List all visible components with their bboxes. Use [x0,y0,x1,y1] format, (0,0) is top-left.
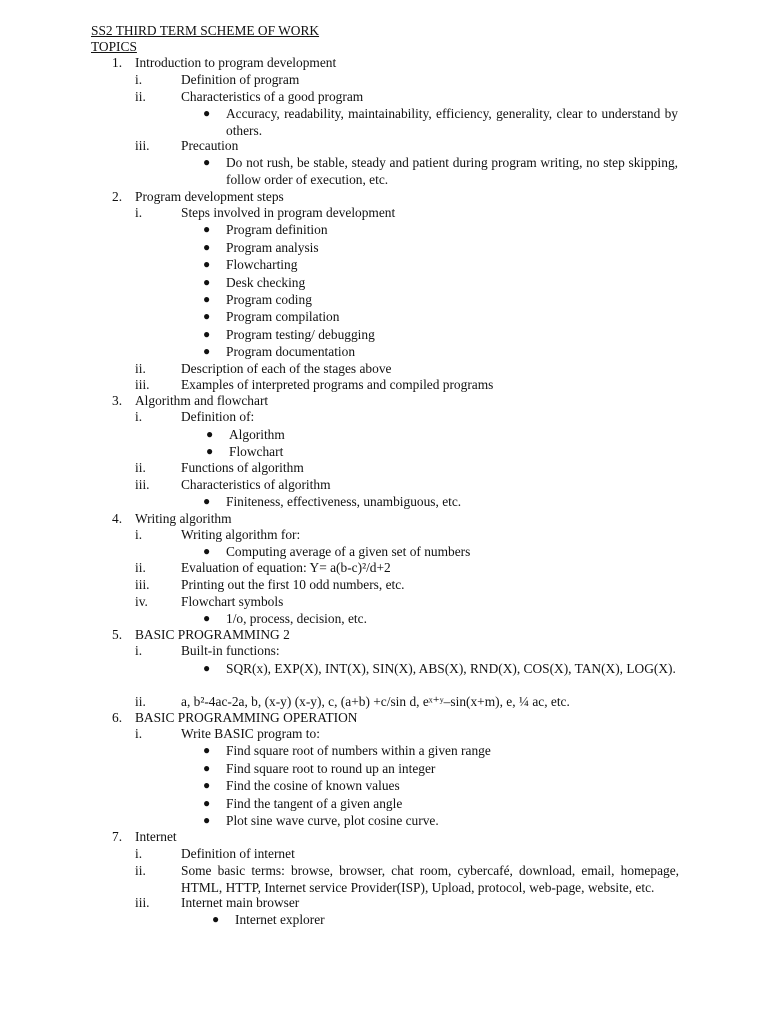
subitem-numeral: i. [135,205,143,220]
bullet-text: SQR(x), EXP(X), INT(X), SIN(X), ABS(X), RND(X), COS(X), TAN(X), LOG(X). [226,661,676,676]
topic-number: 6. [112,710,123,725]
subitem-text: Printing out the first 10 odd numbers, etc. [181,577,405,592]
subitem-numeral: i. [135,846,143,861]
bullet-text: Program documentation [226,344,356,359]
subitem-numeral: iii. [135,138,150,153]
bullet-text: Plot sine wave curve, plot cosine curve. [226,813,439,828]
bullet-text: Find the cosine of known values [226,778,400,793]
bullet-text: Desk checking [226,275,306,290]
subitem-numeral: iii. [135,477,150,492]
bullet-text: Computing average of a given set of numbers [226,544,471,559]
subitem-text: Flowchart symbols [181,594,284,609]
bullet-text: Do not rush, be stable, steady and patient during program writing, no step skipping, follow order of execution, etc. [226,155,678,187]
topic-title: Program development steps [135,189,284,204]
subitem-text: Precaution [181,138,239,153]
bullet-icon: ● [203,661,211,675]
subitem-text: Steps involved in program development [181,205,396,220]
topic-title: Algorithm and flowchart [135,393,269,408]
bullet-text: Program testing/ debugging [226,327,375,342]
subitem-numeral: i. [135,726,143,741]
subitem-text: Characteristics of a good program [181,89,364,104]
subitem-text: Definition of: [181,409,255,424]
topic-number: 5. [112,627,123,642]
subitem-numeral: i. [135,409,143,424]
bullet-icon: ● [203,155,211,169]
bullet-icon: ● [203,275,211,289]
topic-title: Writing algorithm [135,511,232,526]
bullet-text: Algorithm [229,427,285,442]
bullet-text: Find the tangent of a given angle [226,796,403,811]
subitem-numeral: ii. [135,89,146,104]
topic-number: 7. [112,829,123,844]
bullet-icon: ● [203,494,211,508]
subitem-text: Description of each of the stages above [181,361,392,376]
subitem-numeral: i. [135,72,143,87]
bullet-text: Program definition [226,222,328,237]
bullet-icon: ● [203,309,211,323]
subitem-numeral: ii. [135,560,146,575]
bullet-icon: ● [203,240,211,254]
subitem-text: Evaluation of equation: Y= a(b-c)²/d+2 [181,560,391,575]
subitem-numeral: i. [135,643,143,658]
subitem-numeral: iii. [135,377,150,392]
subitem-text: Write BASIC program to: [181,726,320,741]
subitem-text: Definition of internet [181,846,295,861]
bullet-icon: ● [203,778,211,792]
bullet-icon: ● [206,427,214,441]
bullet-icon: ● [203,611,211,625]
subitem-text: Examples of interpreted programs and compiled programs [181,377,494,392]
subitem-text: Writing algorithm for: [181,527,301,542]
topic-title: BASIC PROGRAMMING OPERATION [135,710,358,725]
topic-title: Introduction to program development [135,55,337,70]
bullet-icon: ● [212,912,220,926]
subitem-numeral: iii. [135,577,150,592]
bullet-icon: ● [203,292,211,306]
bullet-text: Program analysis [226,240,319,255]
bullet-text: Accuracy, readability, maintainability, efficiency, generality, clear to understand by others. [226,106,678,138]
subitem-text: Some basic terms: browse, browser, chat room, cybercafé, download, email, homepage, HTML, HTTP, Internet service Provider(ISP), Upload, protocol, web-page, website, etc. [181,863,679,895]
topic-number: 4. [112,511,123,526]
bullet-icon: ● [203,761,211,775]
bullet-icon: ● [203,796,211,810]
bullet-text: Program compilation [226,309,340,324]
subitem-numeral: ii. [135,460,146,475]
topic-number: 3. [112,393,123,408]
bullet-icon: ● [203,327,211,341]
subitem-numeral: ii. [135,361,146,376]
subitem-text: Definition of program [181,72,300,87]
subitem-text: Internet main browser [181,895,300,910]
bullet-icon: ● [203,813,211,827]
bullet-text: Flowchart [229,444,284,459]
bullet-text: Find square root of numbers within a given range [226,743,491,758]
bullet-text: 1/o, process, decision, etc. [226,611,367,626]
bullet-text: Program coding [226,292,312,307]
subitem-numeral: iv. [135,594,148,609]
bullet-icon: ● [206,444,214,458]
topics-heading: TOPICS [91,39,137,54]
subitem-text: Built-in functions: [181,643,280,658]
bullet-text: Flowcharting [226,257,298,272]
bullet-icon: ● [203,257,211,271]
topic-title: Internet [135,829,177,844]
topic-title: BASIC PROGRAMMING 2 [135,627,290,642]
bullet-icon: ● [203,743,211,757]
subitem-numeral: ii. [135,863,146,878]
bullet-text: Internet explorer [235,912,325,927]
subitem-numeral: i. [135,527,143,542]
topic-number: 1. [112,55,123,70]
subitem-text: a, b²-4ac-2a, b, (x-y) (x-y), c, (a+b) +c/sin d, eˣ⁺ʸ–sin(x+m), e, ¼ ac, etc. [181,694,570,709]
subitem-numeral: iii. [135,895,150,910]
subitem-numeral: ii. [135,694,146,709]
bullet-text: Finiteness, effectiveness, unambiguous, etc. [226,494,462,509]
bullet-text: Find square root to round up an integer [226,761,436,776]
topic-number: 2. [112,189,123,204]
bullet-icon: ● [203,544,211,558]
bullet-icon: ● [203,106,211,120]
document-title: SS2 THIRD TERM SCHEME OF WORK [91,23,320,38]
subitem-text: Functions of algorithm [181,460,304,475]
subitem-text: Characteristics of algorithm [181,477,331,492]
bullet-icon: ● [203,222,211,236]
bullet-icon: ● [203,344,211,358]
